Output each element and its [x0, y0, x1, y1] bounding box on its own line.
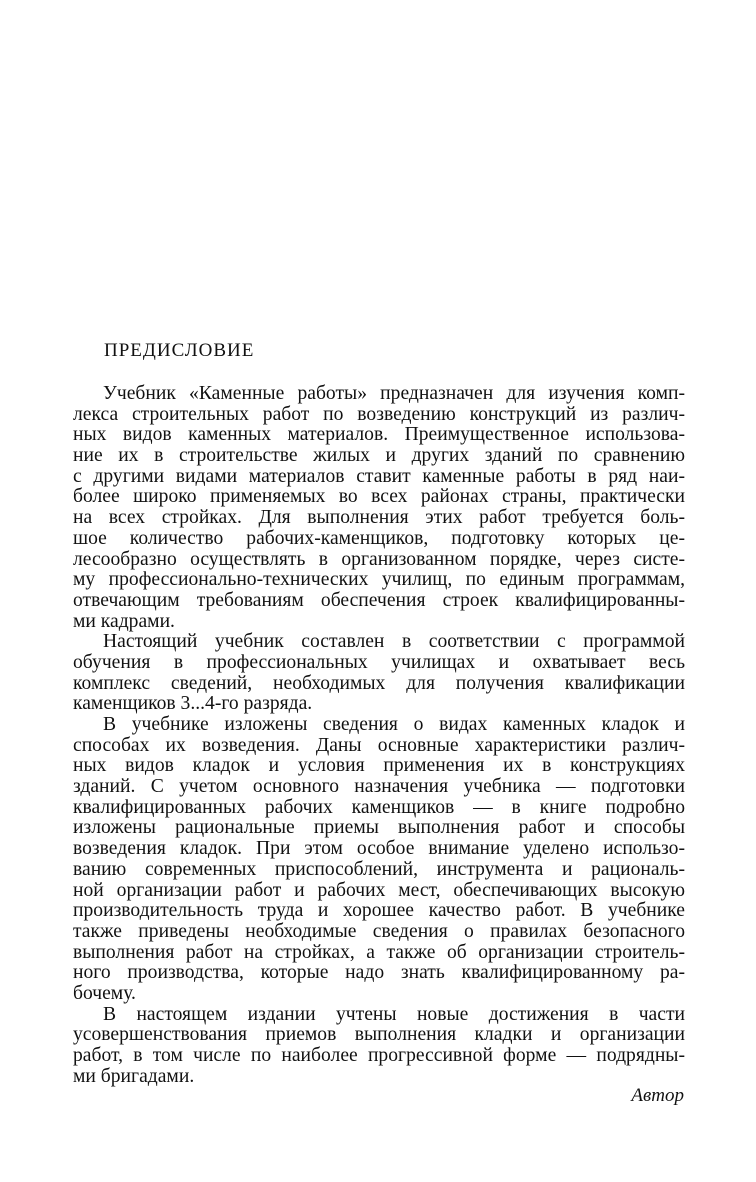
- text-line: бочему.: [73, 982, 136, 1004]
- text-line: В настоящем издании учтены новые достижения в части: [103, 1003, 685, 1025]
- text-line: обучения в профессиональных училищах и охватывает весь: [73, 651, 685, 673]
- text-line: ми бригадами.: [73, 1065, 195, 1087]
- text-line: му профессионально-технических училищ, по единым программам,: [73, 569, 685, 591]
- text-line: комплекс сведений, необходимых для получения квалификации: [73, 672, 685, 694]
- text-line: шое количество рабочих-каменщиков, подготовку которых це-: [73, 527, 685, 549]
- text-line: возведения кладок. При этом особое внимание уделено использо-: [73, 838, 685, 860]
- text-line: ных видов каменных материалов. Преимущественное использова-: [73, 424, 685, 446]
- text-line: ной организации работ и рабочих мест, обеспечивающих высокую: [73, 879, 685, 901]
- text-line: ванию современных приспособлений, инструмента и рациональ-: [73, 858, 685, 880]
- text-line: с другими видами материалов ставит каменные работы в ряд наи-: [73, 465, 685, 487]
- text-line: квалифицированных рабочих каменщиков — в книге подробно: [73, 796, 685, 818]
- text-line: на всех стройках. Для выполнения этих работ требуется боль-: [73, 507, 685, 529]
- paragraph: [73, 715, 685, 1005]
- text-line: лесообразно осуществлять в организованном порядке, через систе-: [73, 548, 685, 570]
- paragraph: [73, 1005, 685, 1088]
- text-line: ние их в строительстве жилых и других зданий по сравнению: [73, 445, 685, 467]
- text-line: лекса строительных работ по возведению конструкций из различ-: [73, 403, 685, 425]
- preface-body: [73, 384, 685, 1087]
- text-line: изложены рациональные приемы выполнения работ и способы: [73, 817, 685, 839]
- text-line: зданий. С учетом основного назначения учебника — подготовки: [73, 776, 685, 798]
- paragraph: [73, 384, 685, 632]
- text-line: ми кадрами.: [73, 610, 175, 632]
- text-line: работ, в том числе по наиболее прогрессивной форме — подрядны-: [73, 1045, 685, 1066]
- text-line: более широко применяемых во всех районах страны, практически: [73, 486, 685, 508]
- text-line: отвечающим требованиям обеспечения строек квалифицированны-: [73, 589, 685, 611]
- text-line: выполнения работ на стройках, а также об организации строитель-: [73, 941, 685, 963]
- paragraph: [73, 632, 685, 715]
- page-title: ПРЕДИСЛОВИЕ: [104, 340, 255, 361]
- text-line: производительность труда и хорошее качество работ. В учебнике: [73, 900, 685, 922]
- text-line: также приведены необходимые сведения о правилах безопасного: [73, 920, 685, 942]
- text-line: каменщиков 3...4-го разряда.: [73, 693, 313, 715]
- text-line: ного производства, которые надо знать квалифицированному ра-: [73, 962, 685, 984]
- author-signature: Автор: [631, 1085, 684, 1106]
- text-line: Настоящий учебник составлен в соответствии с программой: [103, 631, 685, 653]
- text-line: Учебник «Каменные работы» предназначен для изучения комп-: [103, 383, 685, 404]
- text-line: ных видов кладок и условия применения их в конструкциях: [73, 755, 685, 777]
- text-line: усовершенствования приемов выполнения кладки и организации: [73, 1024, 685, 1046]
- text-line: В учебнике изложены сведения о видах каменных кладок и: [103, 714, 685, 735]
- text-line: способах их возведения. Даны основные характеристики различ-: [73, 734, 685, 756]
